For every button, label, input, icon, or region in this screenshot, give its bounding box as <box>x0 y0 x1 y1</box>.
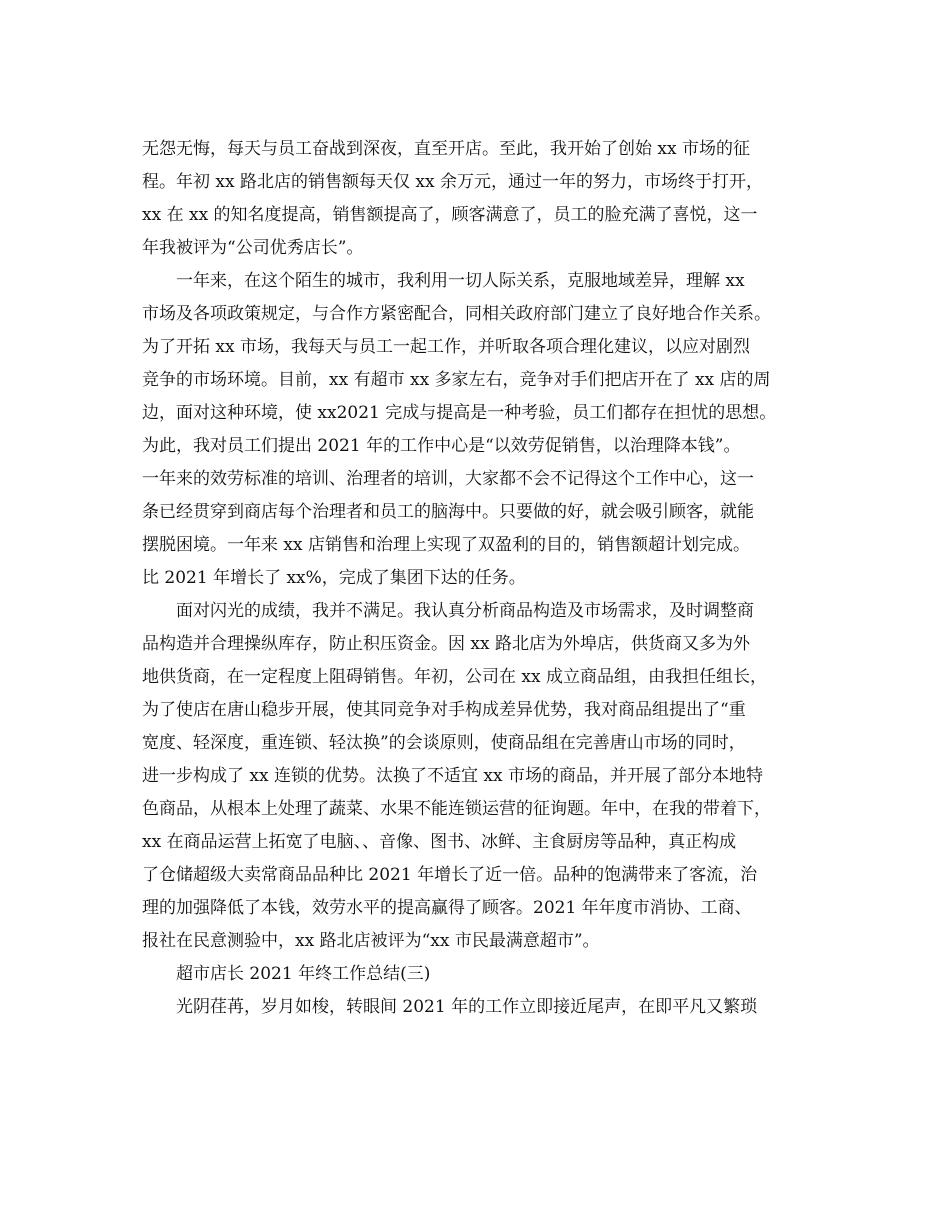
paragraph-first-line: 一年来，在这个陌生的城市，我利用一切人际关系，克服地域差异，理解 xx <box>176 271 745 291</box>
text-line: 条已经贯穿到商店每个治理者和员工的脑海中。只要做的好，就会吸引顾客，就能 <box>142 502 754 522</box>
text-line: 了仓储超级大卖常商品品种比 2021 年增长了近一倍。品种的饱满带来了客流，治 <box>142 865 758 885</box>
text-line: 地供货商，在一定程度上阻碍销售。年初，公司在 xx 成立商品组，由我担任组长， <box>142 667 767 687</box>
text-line: 为了开拓 xx 市场，我每天与员工一起工作，并听取各项合理化建议，以应对剧烈 <box>142 337 750 357</box>
text-line: 程。年初 xx 路北店的销售额每天仅 xx 余万元，通过一年的努力，市场终于打开， <box>142 172 763 192</box>
text-line: 宽度、轻深度，重连锁、轻汰换”的会谈原则，使商品组在完善唐山市场的同时， <box>142 733 746 753</box>
paragraph-first-line: 面对闪光的成绩，我并不满足。我认真分析商品构造及市场需求，及时调整商 <box>176 601 754 621</box>
text-line: 无怨无悔，每天与员工奋战到深夜，直至开店。至此，我开始了创始 xx 市场的征 <box>142 139 750 159</box>
text-line: 市场及各项政策规定，与合作方紧密配合，同相关政府部门建立了良好地合作关系。 <box>142 304 771 324</box>
text-line: 品构造并合理操纵库存，防止积压资金。因 xx 路北店为外埠店，供货商又多为外 <box>142 634 750 654</box>
text-line: xx 在商品运营上拓宽了电脑、、音像、图书、冰鲜、主食厨房等品种，真正构成 <box>142 832 737 852</box>
text-line: xx 在 xx 的知名度提高，销售额提高了，顾客满意了，员工的脸充满了喜悦，这一 <box>142 205 758 225</box>
text-line: 进一步构成了 xx 连锁的优势。汰换了不适宜 xx 市场的商品，并开展了部分本地特 <box>142 766 763 786</box>
section-heading: 超市店长 2021 年终工作总结(三) <box>176 964 431 984</box>
text-line: 为了使店在唐山稳步开展，使其同竞争对手构成差异优势，我对商品组提出了“重 <box>142 700 746 720</box>
text-line: 边，面对这种环境，使 xx2021 完成与提高是一种考验，员工们都存在担忧的思想。 <box>142 403 777 423</box>
paragraph-first-line: 光阴荏苒，岁月如梭，转眼间 2021 年的工作立即接近尾声，在即平凡又繁琐 <box>176 997 758 1017</box>
text-line: 理的加强降低了本钱，效劳水平的提高赢得了顾客。2021 年年度市消协、工商、 <box>142 898 752 918</box>
text-line: 一年来的效劳标准的培训、治理者的培训，大家都不会不记得这个工作中心，这一 <box>142 469 754 489</box>
text-line: 摆脱困境。一年来 xx 店销售和治理上实现了双盈利的目的，销售额超计划完成。 <box>142 535 750 555</box>
text-line: 为此，我对员工们提出 2021 年的工作中心是“以效劳促销售，以治理降本钱”。 <box>142 436 741 456</box>
text-line: 竞争的市场环境。目前，xx 有超市 xx 多家左右，竞争对手们把店开在了 xx 店的周 <box>142 370 771 390</box>
text-line: 色商品，从根本上处理了蔬菜、水果不能连锁运营的征询题。年中，在我的带着下， <box>142 799 771 819</box>
text-line: 年我被评为“公司优秀店长”。 <box>142 238 364 258</box>
text-line: 报社在民意测验中，xx 路北店被评为“xx 市民最满意超市”。 <box>142 931 600 951</box>
text-line: 比 2021 年增长了 xx%，完成了集团下达的任务。 <box>142 568 526 588</box>
